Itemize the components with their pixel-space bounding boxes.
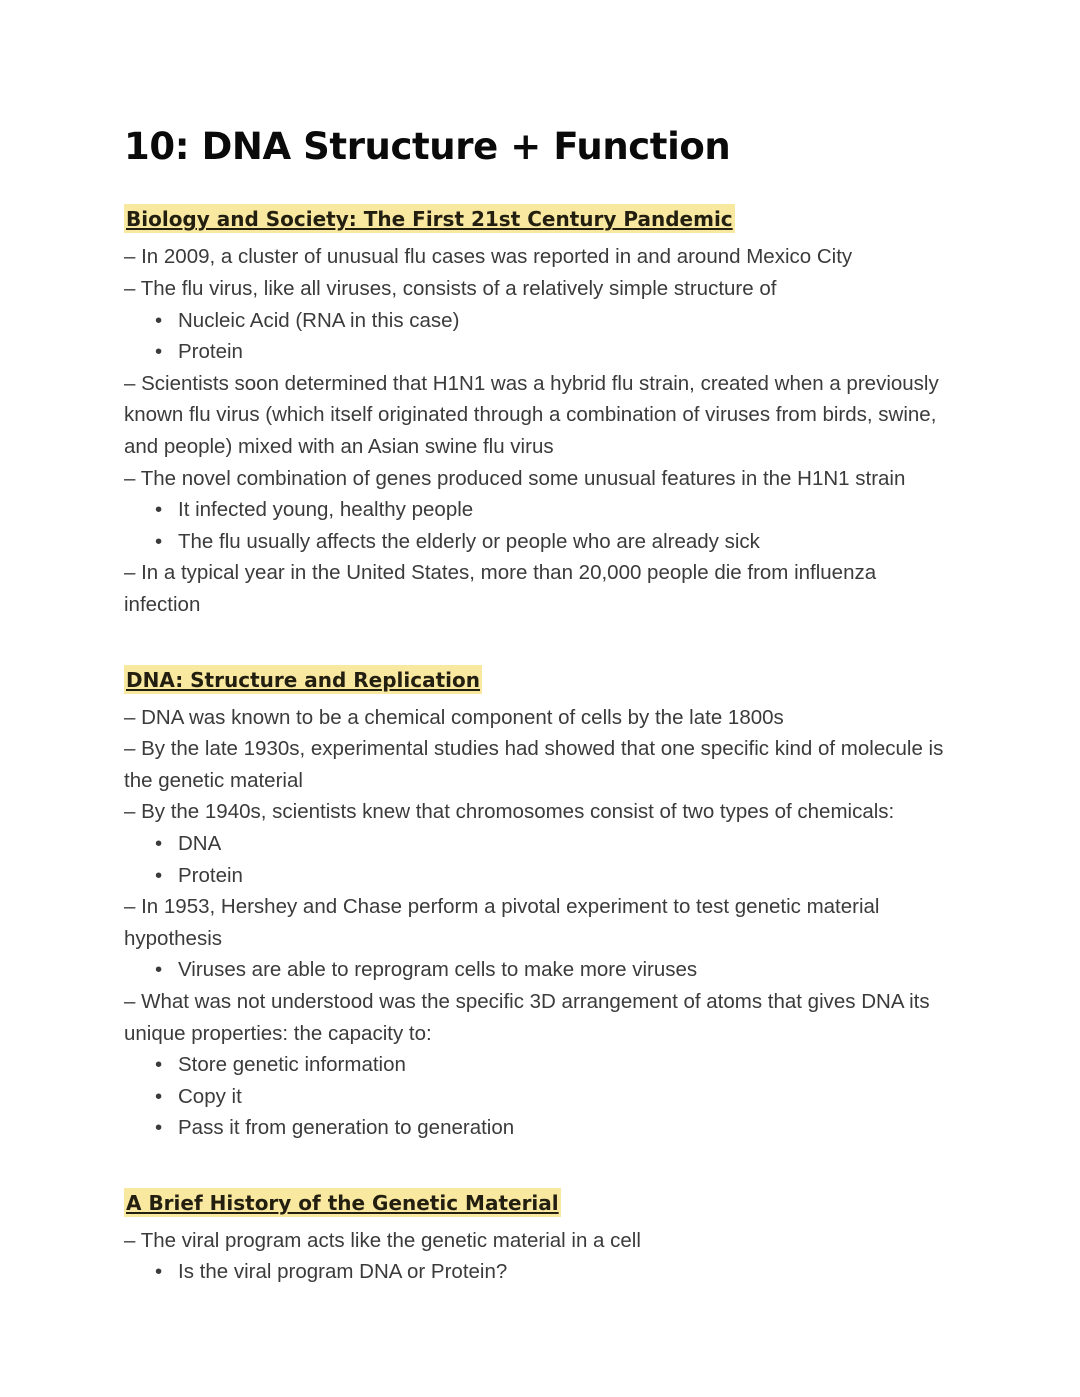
document-section — [124, 664, 970, 1144]
document-section — [124, 203, 970, 620]
bullet-list-item: • Nucleic Acid (RNA in this case) — [124, 305, 970, 337]
dash-list-item: – DNA was known to be a chemical component of cells by the late 1800s — [124, 705, 784, 729]
section-lines — [124, 241, 970, 620]
dash-list-item: – The viral program acts like the genetic material in a cell — [124, 1228, 641, 1252]
highlighted-heading-text: Biology and Society: The First 21st Century Pandemic — [124, 204, 735, 233]
dash-list-item: – The flu virus, like all viruses, consists of a relatively simple structure of — [124, 277, 777, 301]
bullet-list-item: • Pass it from generation to generation — [124, 1112, 970, 1144]
dash-list-item: – In a typical year in the United States, more than 20,000 people die from influenza infection — [124, 561, 877, 616]
dash-list-item: – By the late 1930s, experimental studies had showed that one specific kind of molecule is the genetic material — [124, 737, 944, 792]
highlighted-heading-text: A Brief History of the Genetic Material — [124, 1188, 561, 1217]
dash-list-item: – In 2009, a cluster of unusual flu cases was reported in and around Mexico City — [124, 245, 853, 269]
page-title: 10: DNA Structure + Function — [124, 125, 731, 168]
bullet-list-item: • DNA — [124, 828, 970, 860]
bullet-list-item: • Viruses are able to reprogram cells to make more viruses — [124, 954, 970, 986]
bullet-list-item: • Store genetic information — [124, 1049, 970, 1081]
bullet-list-item: • Is the viral program DNA or Protein? — [124, 1256, 970, 1288]
bullet-list-item: • The flu usually affects the elderly or people who are already sick — [124, 526, 970, 558]
bullet-list-item: • It infected young, healthy people — [124, 494, 970, 526]
section-heading — [124, 203, 970, 235]
section-lines — [124, 702, 970, 1144]
dash-list-item: – What was not understood was the specific 3D arrangement of atoms that gives DNA its unique properties: the capacity to: — [124, 989, 930, 1045]
section-heading — [124, 664, 970, 696]
section-heading — [124, 1187, 970, 1219]
bullet-list-item: • Protein — [124, 336, 970, 368]
dash-list-item: – By the 1940s, scientists knew that chromosomes consist of two types of chemicals: — [124, 800, 895, 824]
document-section — [124, 1187, 970, 1288]
bullet-list-item: • Protein — [124, 860, 970, 892]
section-lines — [124, 1225, 970, 1288]
dash-list-item: – In 1953, Hershey and Chase perform a pivotal experiment to test genetic material hypothesis — [124, 895, 880, 950]
bullet-list-item: • Copy it — [124, 1081, 970, 1113]
dash-list-item: – Scientists soon determined that H1N1 was a hybrid flu strain, created when a previously known flu virus (which itself originated through a combination of viruses from birds, swine, and people) mixed with an Asian swine flu virus — [124, 371, 939, 458]
highlighted-heading-text: DNA: Structure and Replication — [124, 665, 482, 694]
dash-list-item: – The novel combination of genes produced some unusual features in the H1N1 strain — [124, 466, 906, 490]
sections-container — [124, 203, 970, 1288]
